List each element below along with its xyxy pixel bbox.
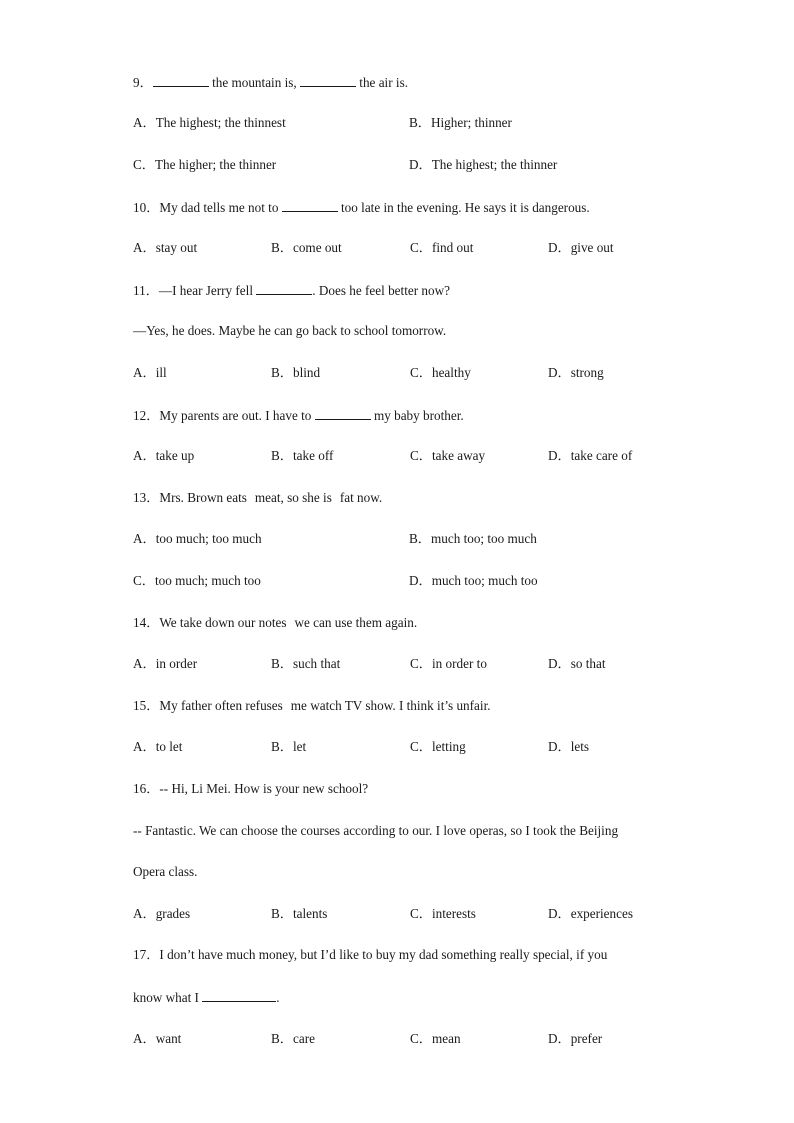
- option-d: D．strong: [548, 365, 604, 380]
- option-d: D．so that: [548, 656, 606, 671]
- question-text: My dad tells me not to: [159, 200, 282, 215]
- dialogue-reply: —Yes, he does. Maybe he can go back to school tomorrow.: [133, 323, 447, 338]
- question-text: we can use them again.: [294, 615, 418, 630]
- option-a: A．take up: [133, 448, 195, 463]
- option-b: B．care: [271, 1031, 315, 1046]
- question-number: 12．: [133, 408, 160, 423]
- question-text: meat, so she is: [254, 490, 332, 505]
- question-text: know what I: [133, 990, 203, 1005]
- question-number: 13．: [133, 490, 160, 505]
- question-text: me watch TV show. I think it’s unfair.: [290, 698, 491, 713]
- question-15: [133, 698, 491, 714]
- option-a: A．too much; too much: [133, 531, 262, 546]
- option-d: D．take care of: [548, 448, 633, 463]
- answer-blank: [315, 407, 371, 420]
- dialogue-reply-continued: Opera class.: [133, 864, 198, 879]
- option-b: B．talents: [271, 906, 328, 921]
- option-a: A．to let: [133, 739, 183, 754]
- question-text: fat now.: [339, 490, 383, 505]
- option-c: C．interests: [410, 906, 476, 921]
- question-text: My father often refuses: [159, 698, 283, 713]
- option-d: D．much too; much too: [409, 573, 538, 588]
- option-c: C．mean: [410, 1031, 461, 1046]
- question-number: 10．: [133, 200, 160, 215]
- option-b: B．such that: [271, 656, 341, 671]
- question-text: the air is.: [356, 75, 409, 90]
- question-text: the mountain is,: [208, 75, 300, 90]
- option-a: A．grades: [133, 906, 191, 921]
- question-text: My parents are out. I have to: [159, 408, 315, 423]
- question-10: [133, 199, 590, 216]
- option-b: B．Higher; thinner: [409, 115, 512, 130]
- answer-blank: [282, 199, 338, 212]
- question-13: [133, 490, 382, 506]
- question-number: 14．: [133, 615, 160, 630]
- option-c: C．find out: [410, 240, 474, 255]
- question-12: [133, 407, 464, 424]
- answer-blank: [153, 74, 209, 87]
- question-text: —I hear Jerry fell: [158, 283, 257, 298]
- option-d: D．give out: [548, 240, 614, 255]
- question-text: too late in the evening. He says it is dangerous.: [337, 200, 590, 215]
- question-16: [133, 781, 368, 797]
- option-a: A．The highest; the thinnest: [133, 115, 286, 130]
- option-d: D．lets: [548, 739, 590, 754]
- question-text: my baby brother.: [370, 408, 464, 423]
- question-text: . Does he feel better now?: [312, 283, 450, 298]
- option-c: C．healthy: [410, 365, 471, 380]
- dialogue-reply: -- Fantastic. We can choose the courses according to our. I love operas, so I took the Beijing: [133, 823, 619, 838]
- option-d: D．The highest; the thinner: [409, 157, 558, 172]
- answer-blank: [300, 74, 356, 87]
- option-a: A．in order: [133, 656, 198, 671]
- option-a: A．stay out: [133, 240, 198, 255]
- question-text-continued: [133, 989, 280, 1006]
- question-number: 16．: [133, 781, 160, 796]
- option-b: B．come out: [271, 240, 342, 255]
- option-c: C．letting: [410, 739, 466, 754]
- option-b: B．let: [271, 739, 307, 754]
- answer-blank: [256, 282, 312, 295]
- option-c: C．The higher; the thinner: [133, 157, 277, 172]
- question-text: We take down our notes: [159, 615, 287, 630]
- option-d: D．prefer: [548, 1031, 603, 1046]
- option-a: A．want: [133, 1031, 182, 1046]
- question-number: 11．: [133, 283, 159, 298]
- answer-blank: [202, 989, 276, 1002]
- option-b: B．much too; too much: [409, 531, 537, 546]
- question-14: [133, 615, 417, 631]
- question-9: [133, 74, 408, 91]
- question-number: 9．: [133, 75, 153, 90]
- option-c: C．too much; much too: [133, 573, 261, 588]
- question-text: -- Hi, Li Mei. How is your new school?: [159, 781, 369, 796]
- question-17: [133, 947, 607, 963]
- question-11: [133, 282, 450, 299]
- option-a: A．ill: [133, 365, 167, 380]
- question-number: 15．: [133, 698, 160, 713]
- option-c: C．in order to: [410, 656, 487, 671]
- option-c: C．take away: [410, 448, 486, 463]
- question-text: .: [276, 990, 280, 1005]
- option-d: D．experiences: [548, 906, 633, 921]
- question-number: 17．: [133, 947, 160, 962]
- question-text: Mrs. Brown eats: [159, 490, 247, 505]
- option-b: B．take off: [271, 448, 334, 463]
- question-text: I don’t have much money, but I’d like to buy my dad something really special, if you: [159, 947, 608, 962]
- option-b: B．blind: [271, 365, 321, 380]
